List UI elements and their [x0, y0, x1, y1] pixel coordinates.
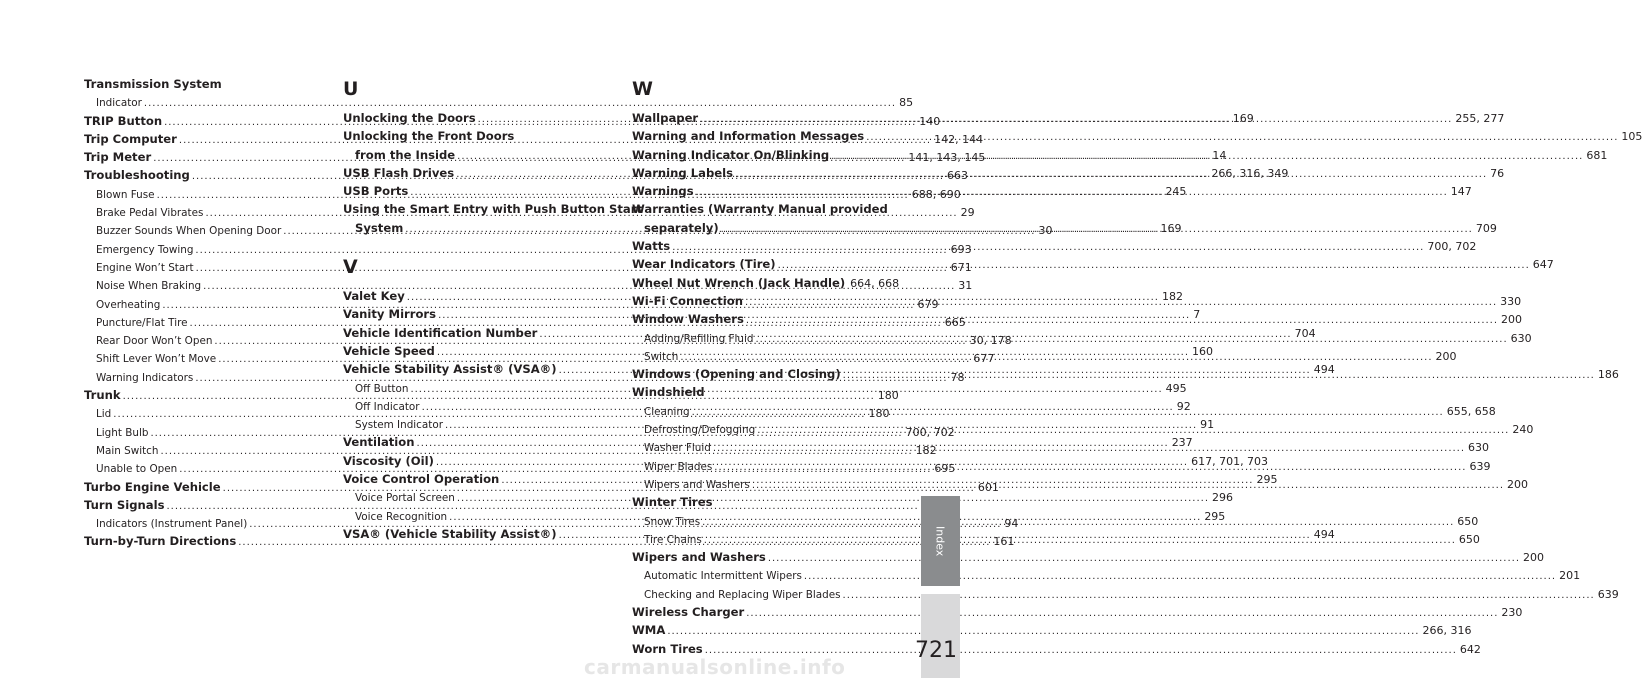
entry-page-refs: 494	[1313, 527, 1335, 541]
entry-label: USB Ports	[343, 184, 409, 199]
entry-label: Indicators (Instrument Panel)	[96, 518, 248, 531]
entry-label: Wallpaper	[632, 111, 699, 125]
entry-label: Voice Control Operation	[343, 472, 500, 487]
entry-page-refs: 671	[950, 260, 972, 274]
index-subentry	[632, 567, 1581, 585]
index-entry	[632, 549, 1544, 567]
entry-label: Shift Lever Won’t Move	[96, 353, 217, 366]
entry-label: Worn Tires	[632, 641, 703, 656]
dot-leader	[866, 129, 1618, 146]
entry-label: USB Flash Drives	[343, 165, 455, 180]
entry-page-refs: 295	[1256, 473, 1278, 487]
entry-page-refs: 186	[1597, 368, 1619, 382]
entry-label: Using the Smart Entry with Push Button Start	[343, 202, 643, 217]
entry-label: Off Button	[355, 382, 409, 395]
index-subentry	[632, 586, 1619, 604]
entry-label: Vanity Mirrors	[343, 307, 437, 322]
entry-label: Watts	[632, 239, 671, 254]
entry-page-refs: 160	[1192, 344, 1214, 358]
entry-page-refs: 140	[919, 114, 941, 128]
entry-page-refs: 494	[1313, 363, 1335, 377]
entry-page-refs: 141, 143, 145	[908, 151, 986, 165]
entry-page-refs: 665	[944, 315, 966, 329]
entry-page-refs: 105	[1621, 130, 1642, 144]
entry-page-refs: 663	[947, 169, 969, 183]
entry-label: Unlocking the Doors	[343, 111, 476, 125]
entry-page-refs: 601	[977, 480, 999, 494]
dot-leader	[700, 111, 1452, 128]
entry-page-refs: 693	[950, 242, 972, 256]
index-entry	[343, 201, 643, 219]
section-letter-heading: W	[632, 78, 653, 100]
index-entry	[84, 76, 346, 94]
entry-label: Ventilation	[343, 435, 415, 450]
entry-page-refs: 169	[1160, 221, 1182, 235]
entry-label: Valet Key	[343, 289, 405, 304]
watermark: carmanualsonline.info	[584, 655, 846, 679]
dot-leader	[778, 257, 1530, 274]
dot-leader	[757, 422, 1509, 439]
entry-label: Warnings	[632, 184, 694, 199]
entry-label: WMA	[632, 623, 666, 638]
entry-page-refs: 200	[1501, 313, 1523, 327]
entry-page-refs: 30, 178	[969, 334, 1012, 348]
entry-label: Engine Won’t Start	[96, 261, 194, 274]
entry-label: Buzzer Sounds When Opening Door	[96, 225, 282, 238]
entry-label: Cleaning	[644, 405, 690, 418]
entry-page-refs: 266, 316	[1422, 624, 1472, 638]
entry-label: Automatic Intermittent Wipers	[644, 570, 802, 583]
entry-page-refs: 688, 690	[911, 187, 961, 201]
entry-page-refs: 647	[1532, 258, 1554, 272]
entry-page-refs: 29	[960, 206, 975, 220]
dot-leader	[746, 605, 1498, 622]
entry-label: from the Inside	[355, 147, 456, 162]
entry-label: Warning Labels	[632, 165, 733, 180]
index-subentry	[84, 94, 914, 112]
dot-leader	[704, 532, 1456, 549]
dot-leader	[702, 514, 1454, 531]
entry-page-refs: 142, 144	[934, 132, 984, 146]
dot-leader	[680, 349, 1432, 366]
entry-label: Voice Recognition	[355, 510, 448, 523]
entry-page-refs: 655, 658	[1446, 404, 1496, 418]
entry-page-refs: 92	[1176, 399, 1191, 413]
entry-page-refs: 94	[1004, 517, 1019, 531]
entry-page-refs: 85	[899, 96, 914, 110]
entry-label: Main Switch	[96, 444, 159, 457]
entry-page-refs: 704	[1294, 326, 1316, 340]
entry-label: Rear Door Won’t Open	[96, 335, 213, 348]
dot-leader	[667, 623, 1419, 640]
entry-page-refs: 700, 702	[1427, 240, 1477, 254]
entry-page-refs: 200	[1523, 551, 1544, 565]
entry-label: separately)	[644, 220, 719, 235]
entry-label: System Indicator	[355, 419, 443, 432]
dot-leader	[831, 148, 1583, 165]
entry-label: Trip Meter	[84, 150, 152, 165]
entry-label: Defrosting/Defogging	[644, 424, 756, 437]
entry-label: Puncture/Flat Tire	[96, 316, 188, 329]
dot-leader	[745, 294, 1497, 311]
index-entry	[632, 622, 1472, 640]
entry-page-refs: 695	[934, 462, 956, 476]
entry-page-refs: 245	[1165, 185, 1187, 199]
entry-label: Vehicle Stability Assist® (VSA®)	[343, 362, 557, 377]
entry-page-refs: 182	[915, 443, 937, 457]
entry-label: Blown Fuse	[96, 188, 155, 201]
dot-leader	[696, 184, 1448, 201]
entry-page-refs: 495	[1165, 381, 1187, 395]
dot-leader	[746, 312, 1498, 329]
entry-page-refs: 78	[950, 370, 965, 384]
dot-leader	[713, 440, 1465, 457]
entry-page-refs: 180	[868, 407, 890, 421]
index-entry	[632, 384, 894, 402]
entry-label: Wiper Blades	[644, 460, 713, 473]
entry-page-refs: 630	[1510, 331, 1532, 345]
entry-label: Vehicle Identification Number	[343, 325, 538, 340]
entry-label: Turn Signals	[84, 497, 165, 512]
entry-page-refs: 617, 701, 703	[1191, 454, 1269, 468]
entry-page-refs: 147	[1450, 185, 1472, 199]
entry-label: Adding/Refilling Fluid	[644, 332, 754, 345]
entry-label: Emergency Towing	[96, 243, 194, 256]
entry-page-refs: 709	[1475, 221, 1497, 235]
entry-page-refs: 642	[1459, 642, 1481, 656]
entry-label: Window Washers	[632, 312, 744, 327]
index-entry	[632, 604, 1523, 622]
index-entry	[632, 201, 894, 219]
entry-page-refs: 240	[1512, 423, 1534, 437]
index-entry	[632, 275, 900, 293]
entry-page-refs: 679	[917, 297, 939, 311]
entry-page-refs: 161	[993, 535, 1015, 549]
entry-page-refs: 700, 702	[905, 425, 955, 439]
side-tab-label: Index	[933, 525, 947, 557]
entry-label: Turn-by-Turn Directions	[84, 534, 237, 549]
index-entry	[84, 497, 346, 515]
entry-label: Warranties (Warranty Manual provided	[632, 202, 888, 217]
dot-leader	[735, 166, 1487, 183]
index-entry	[632, 494, 894, 512]
dot-leader	[752, 477, 1504, 494]
entry-page-refs: 266, 316, 349	[1211, 166, 1289, 180]
entry-label: Trip Computer	[84, 131, 177, 146]
entry-label: Wireless Charger	[632, 605, 745, 620]
entry-page-refs: 201	[1559, 569, 1581, 583]
entry-label: Light Bulb	[96, 426, 149, 439]
entry-label: Warning and Information Messages	[632, 129, 865, 144]
entry-label: Warning Indicators	[96, 371, 194, 384]
entry-page-refs: 664, 668	[850, 276, 900, 290]
entry-page-refs: 91	[1200, 418, 1215, 432]
entry-page-refs: 639	[1597, 587, 1619, 601]
entry-label: Vehicle Speed	[343, 343, 435, 358]
entry-label: Warning Indicator On/Blinking	[632, 147, 830, 162]
entry-page-refs: 296	[1212, 491, 1234, 505]
entry-label: System	[355, 220, 404, 235]
entry-page-refs: 7	[1193, 308, 1201, 322]
entry-label: Turbo Engine Vehicle	[84, 479, 221, 494]
entry-page-refs: 182	[1161, 290, 1183, 304]
entry-label: Unlocking the Front Doors	[343, 129, 515, 144]
dot-leader	[843, 367, 1595, 384]
entry-page-refs: 200	[1435, 349, 1457, 363]
entry-page-refs: 295	[1204, 509, 1226, 523]
entry-label: Wheel Nut Wrench (Jack Handle)	[632, 275, 846, 290]
entry-page-refs: 230	[1501, 606, 1523, 620]
entry-page-refs: 650	[1457, 514, 1479, 528]
entry-label: Wipers and Washers	[644, 478, 750, 491]
entry-page-refs: 630	[1468, 441, 1490, 455]
index-entry	[343, 128, 605, 146]
entry-page-refs: 169	[1232, 112, 1254, 125]
section-letter-heading: U	[343, 78, 359, 100]
entry-label: Wipers and Washers	[632, 550, 766, 565]
entry-label: Switch	[644, 350, 679, 363]
dot-leader	[804, 568, 1556, 585]
entry-label: Transmission System	[84, 77, 222, 91]
entry-label: Checking and Replacing Wiper Blades	[644, 588, 841, 601]
entry-label: Wear Indicators (Tire)	[632, 257, 776, 272]
entry-page-refs: 180	[877, 389, 899, 403]
section-letter-heading: V	[343, 256, 358, 279]
entry-page-refs: 255, 277	[1455, 112, 1505, 125]
entry-label: Trunk	[84, 388, 121, 403]
entry-page-refs: 681	[1586, 148, 1608, 162]
entry-label: Unable to Open	[96, 463, 178, 476]
entry-page-refs: 330	[1500, 294, 1522, 308]
entry-label: Voice Portal Screen	[355, 492, 455, 505]
entry-page-refs: 31	[958, 279, 973, 293]
entry-page-refs: 639	[1469, 459, 1491, 473]
entry-label: Wi-Fi Connection	[632, 293, 743, 308]
entry-page-refs: 30	[1038, 224, 1053, 238]
entry-label: Indicator	[96, 97, 142, 110]
entry-page-refs: 650	[1458, 532, 1480, 546]
entry-label: Washer Fluid	[644, 442, 711, 455]
entry-label: VSA® (Vehicle Stability Assist®)	[343, 526, 557, 541]
entry-label: Off Indicator	[355, 400, 420, 413]
entry-page-refs: 76	[1490, 166, 1505, 180]
dot-leader	[672, 239, 1424, 256]
entry-label: Viscosity (Oil)	[343, 453, 434, 468]
entry-page-refs: 677	[973, 352, 995, 366]
entry-label: Windows (Opening and Closing)	[632, 367, 841, 382]
entry-label: Overheating	[96, 298, 161, 311]
dot-leader	[692, 404, 1444, 421]
entry-label: Brake Pedal Vibrates	[96, 207, 204, 220]
entry-label: Lid	[96, 408, 112, 421]
page-number: 721	[915, 638, 957, 663]
entry-page-refs: 200	[1507, 477, 1528, 491]
dot-leader	[721, 221, 1473, 238]
entry-label: Troubleshooting	[84, 168, 190, 183]
dot-leader	[768, 550, 1520, 567]
entry-label: Windshield	[632, 385, 705, 400]
dot-leader	[755, 331, 1507, 348]
entry-label: Snow Tires	[644, 515, 701, 528]
dot-leader	[714, 459, 1466, 476]
entry-label: TRIP Button	[84, 113, 163, 128]
entry-label: Noise When Braking	[96, 280, 202, 293]
side-tab-lower-block	[921, 594, 960, 678]
entry-label: Winter Tires	[632, 495, 713, 510]
entry-label: Tire Chains	[644, 533, 702, 546]
entry-page-refs: 237	[1171, 436, 1193, 450]
entry-page-refs: 14	[1212, 148, 1227, 162]
